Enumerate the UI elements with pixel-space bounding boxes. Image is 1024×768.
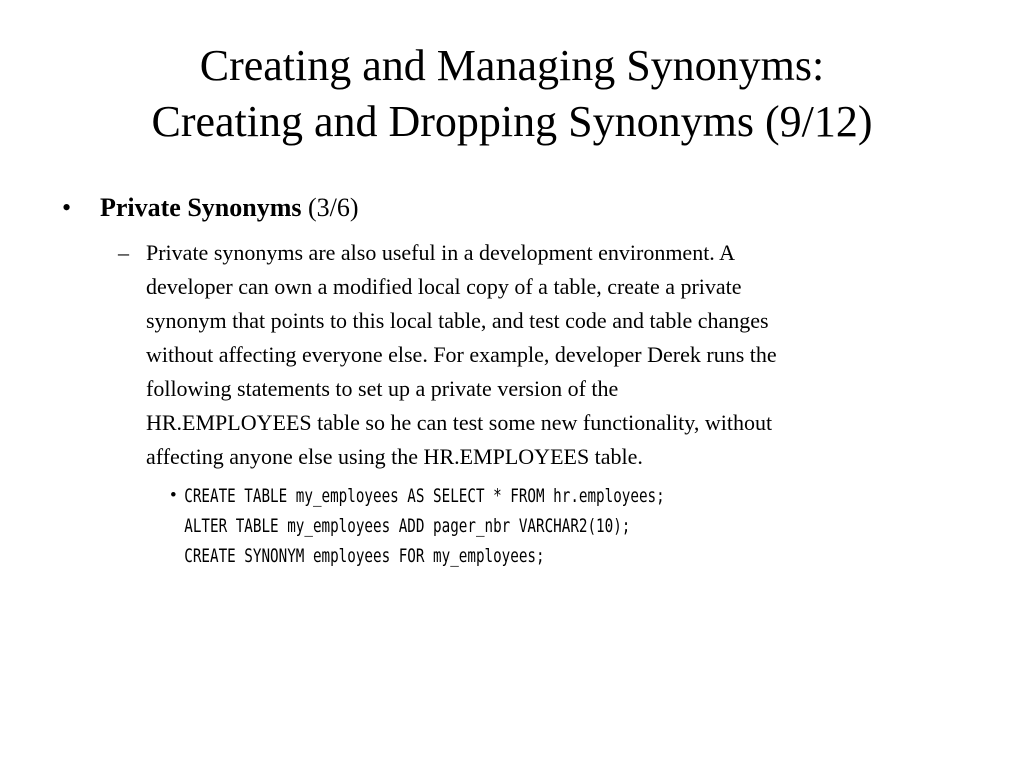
description-line: synonym that points to this local table, and test code and table changes <box>146 308 769 333</box>
description-line: following statements to set up a private version of the <box>146 376 619 401</box>
description-line: without affecting everyone else. For example, developer Derek runs the <box>146 342 777 367</box>
bullet-marker: • <box>62 193 72 222</box>
description-line: Private synonyms are also useful in a development environment. A <box>146 240 735 265</box>
sub-bullet-description <box>118 236 968 474</box>
sub-bullet-dash-marker: – <box>118 240 129 265</box>
description-line: affecting anyone else using the HR.EMPLOYEES table. <box>146 444 643 469</box>
description-line: HR.EMPLOYEES table so he can test some new functionality, without <box>146 410 773 435</box>
bullet-heading: Private Synonyms <box>100 193 302 222</box>
code-sample-bullet <box>170 481 830 571</box>
code-line: ALTER TABLE my_employees ADD pager_nbr VARCHAR2(10); <box>184 515 631 537</box>
slide-title <box>0 38 1024 150</box>
slide-title-line-1: Creating and Managing Synonyms: <box>199 41 825 90</box>
bullet-heading-suffix: (3/6) <box>301 193 359 222</box>
bullet-private-synonyms <box>62 190 359 226</box>
description-line: developer can own a modified local copy of a table, create a private <box>146 274 742 299</box>
code-line: CREATE SYNONYM employees FOR my_employees; <box>184 545 545 567</box>
slide-title-line-2: Creating and Dropping Synonyms (9/12) <box>151 97 873 146</box>
code-line: CREATE TABLE my_employees AS SELECT * FROM hr.employees; <box>184 485 665 507</box>
code-bullet-marker: • <box>170 485 177 506</box>
